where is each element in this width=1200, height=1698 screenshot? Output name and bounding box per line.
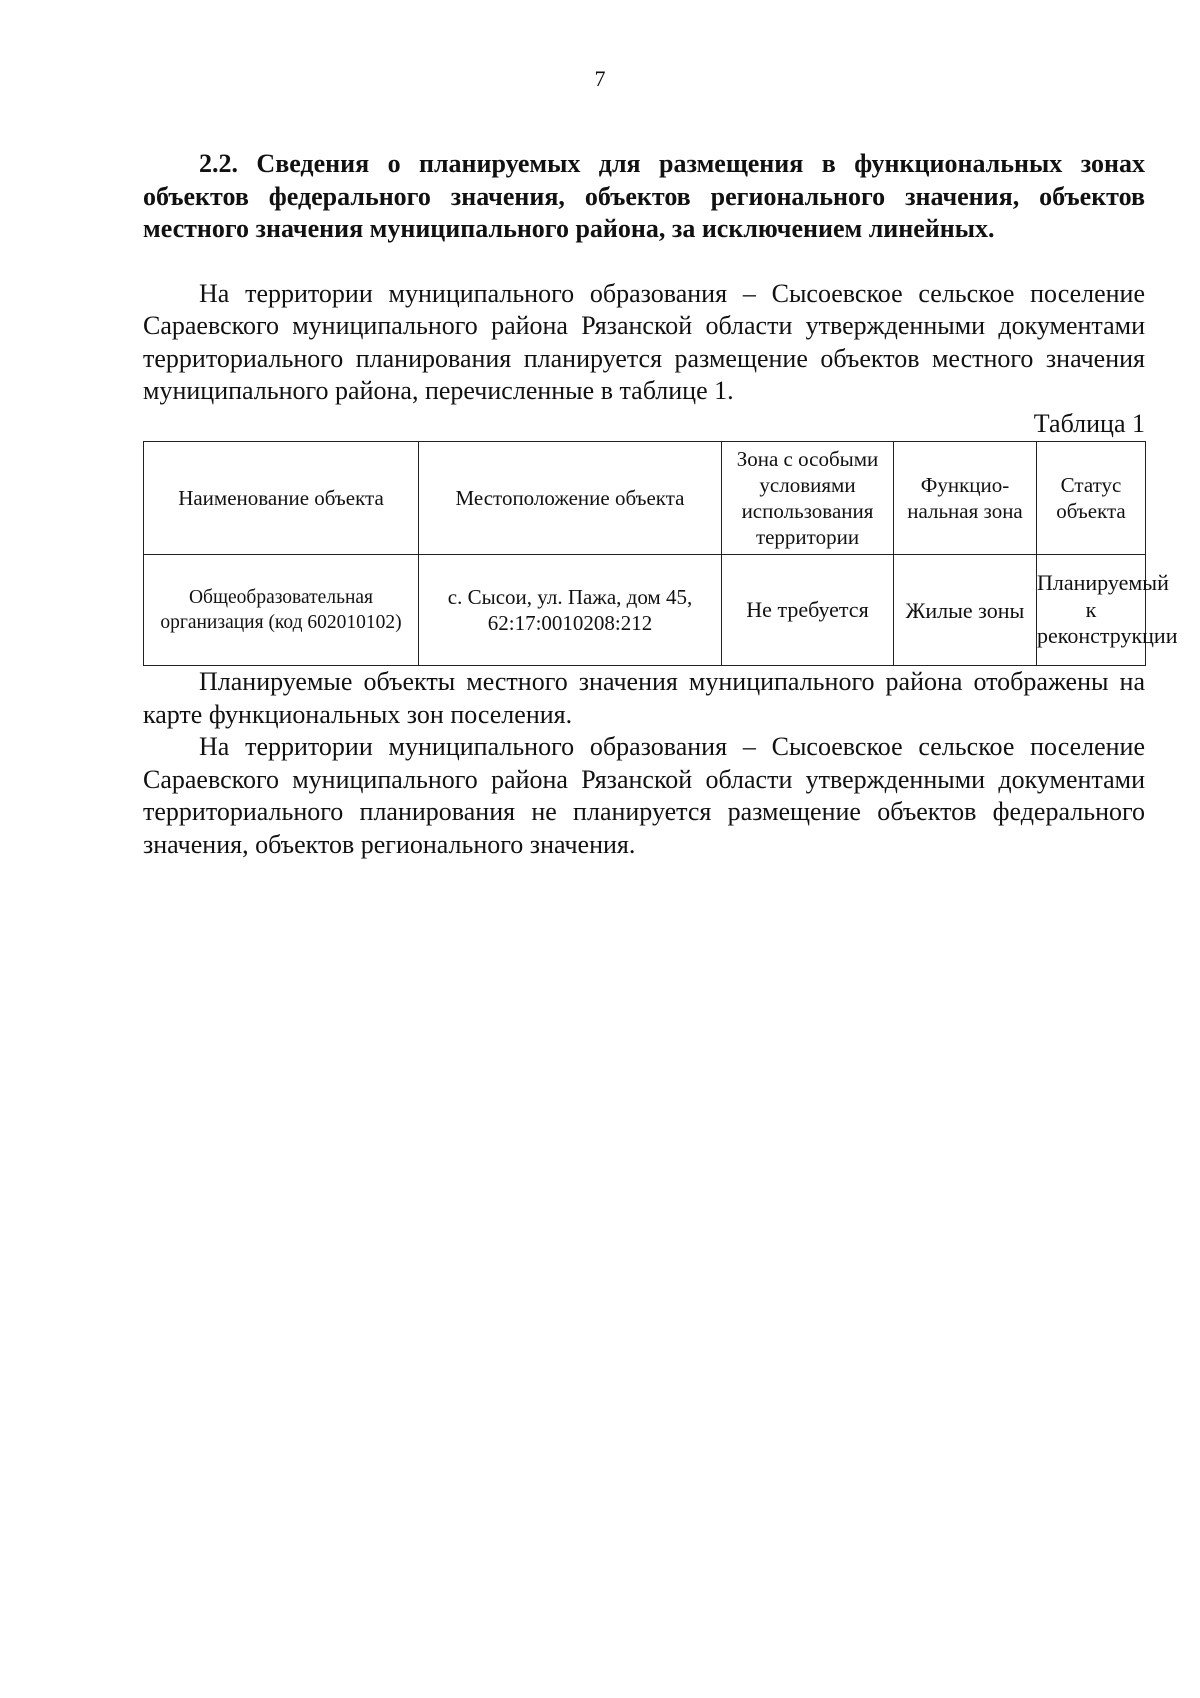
cell-functional-zone: Жилые зоны	[894, 555, 1037, 666]
after-table-paragraph-1: Планируемые объекты местного значения муниципального района отображены на карте функциональных зон поселения.	[143, 667, 1145, 729]
header-object-name: Наименование объекта	[144, 442, 419, 555]
cell-object-status: Планируемый к реконструкции	[1037, 555, 1146, 666]
header-functional-zone: Функцио-нальная зона	[894, 442, 1037, 555]
table-row	[144, 555, 1146, 666]
cell-object-name: Общеобразовательная организация (код 602010102)	[144, 555, 419, 666]
location-address: с. Сысои, ул. Пажа, дом 45,	[447, 585, 693, 609]
table-header-row	[144, 442, 1146, 555]
cell-special-zone: Не требуется	[722, 555, 894, 666]
table-caption: Таблица 1	[1033, 408, 1145, 438]
cell-object-location	[419, 555, 722, 666]
header-object-status: Статус объекта	[1037, 442, 1146, 555]
document-body	[143, 148, 1178, 861]
page-number: 7	[594, 66, 606, 91]
header-object-location: Местоположение объекта	[419, 442, 722, 555]
section-heading: 2.2. Сведения о планируемых для размещения в функциональных зонах объектов федерального значения, объектов регионального значения, объектов местного значения муниципального района, за исключением линейных.	[143, 149, 1145, 243]
header-special-zone: Зона с особыми условиями использования территории	[722, 442, 894, 555]
location-cadastral-number: 62:17:0010208:212	[487, 611, 653, 635]
objects-table	[143, 441, 1178, 666]
after-table-paragraph-2: На территории муниципального образования – Сысоевское сельское поселение Сараевского муниципального района Рязанской области утвержденными документами территориального планирования не планируется размещение объектов федерального значения, объектов регионального значения.	[143, 732, 1145, 859]
intro-paragraph: На территории муниципального образования – Сысоевское сельское поселение Сараевского муниципального района Рязанской области утвержденными документами территориального планирования планируется размещение объектов местного значения муниципального района, перечисленные в таблице 1.	[143, 278, 1145, 405]
